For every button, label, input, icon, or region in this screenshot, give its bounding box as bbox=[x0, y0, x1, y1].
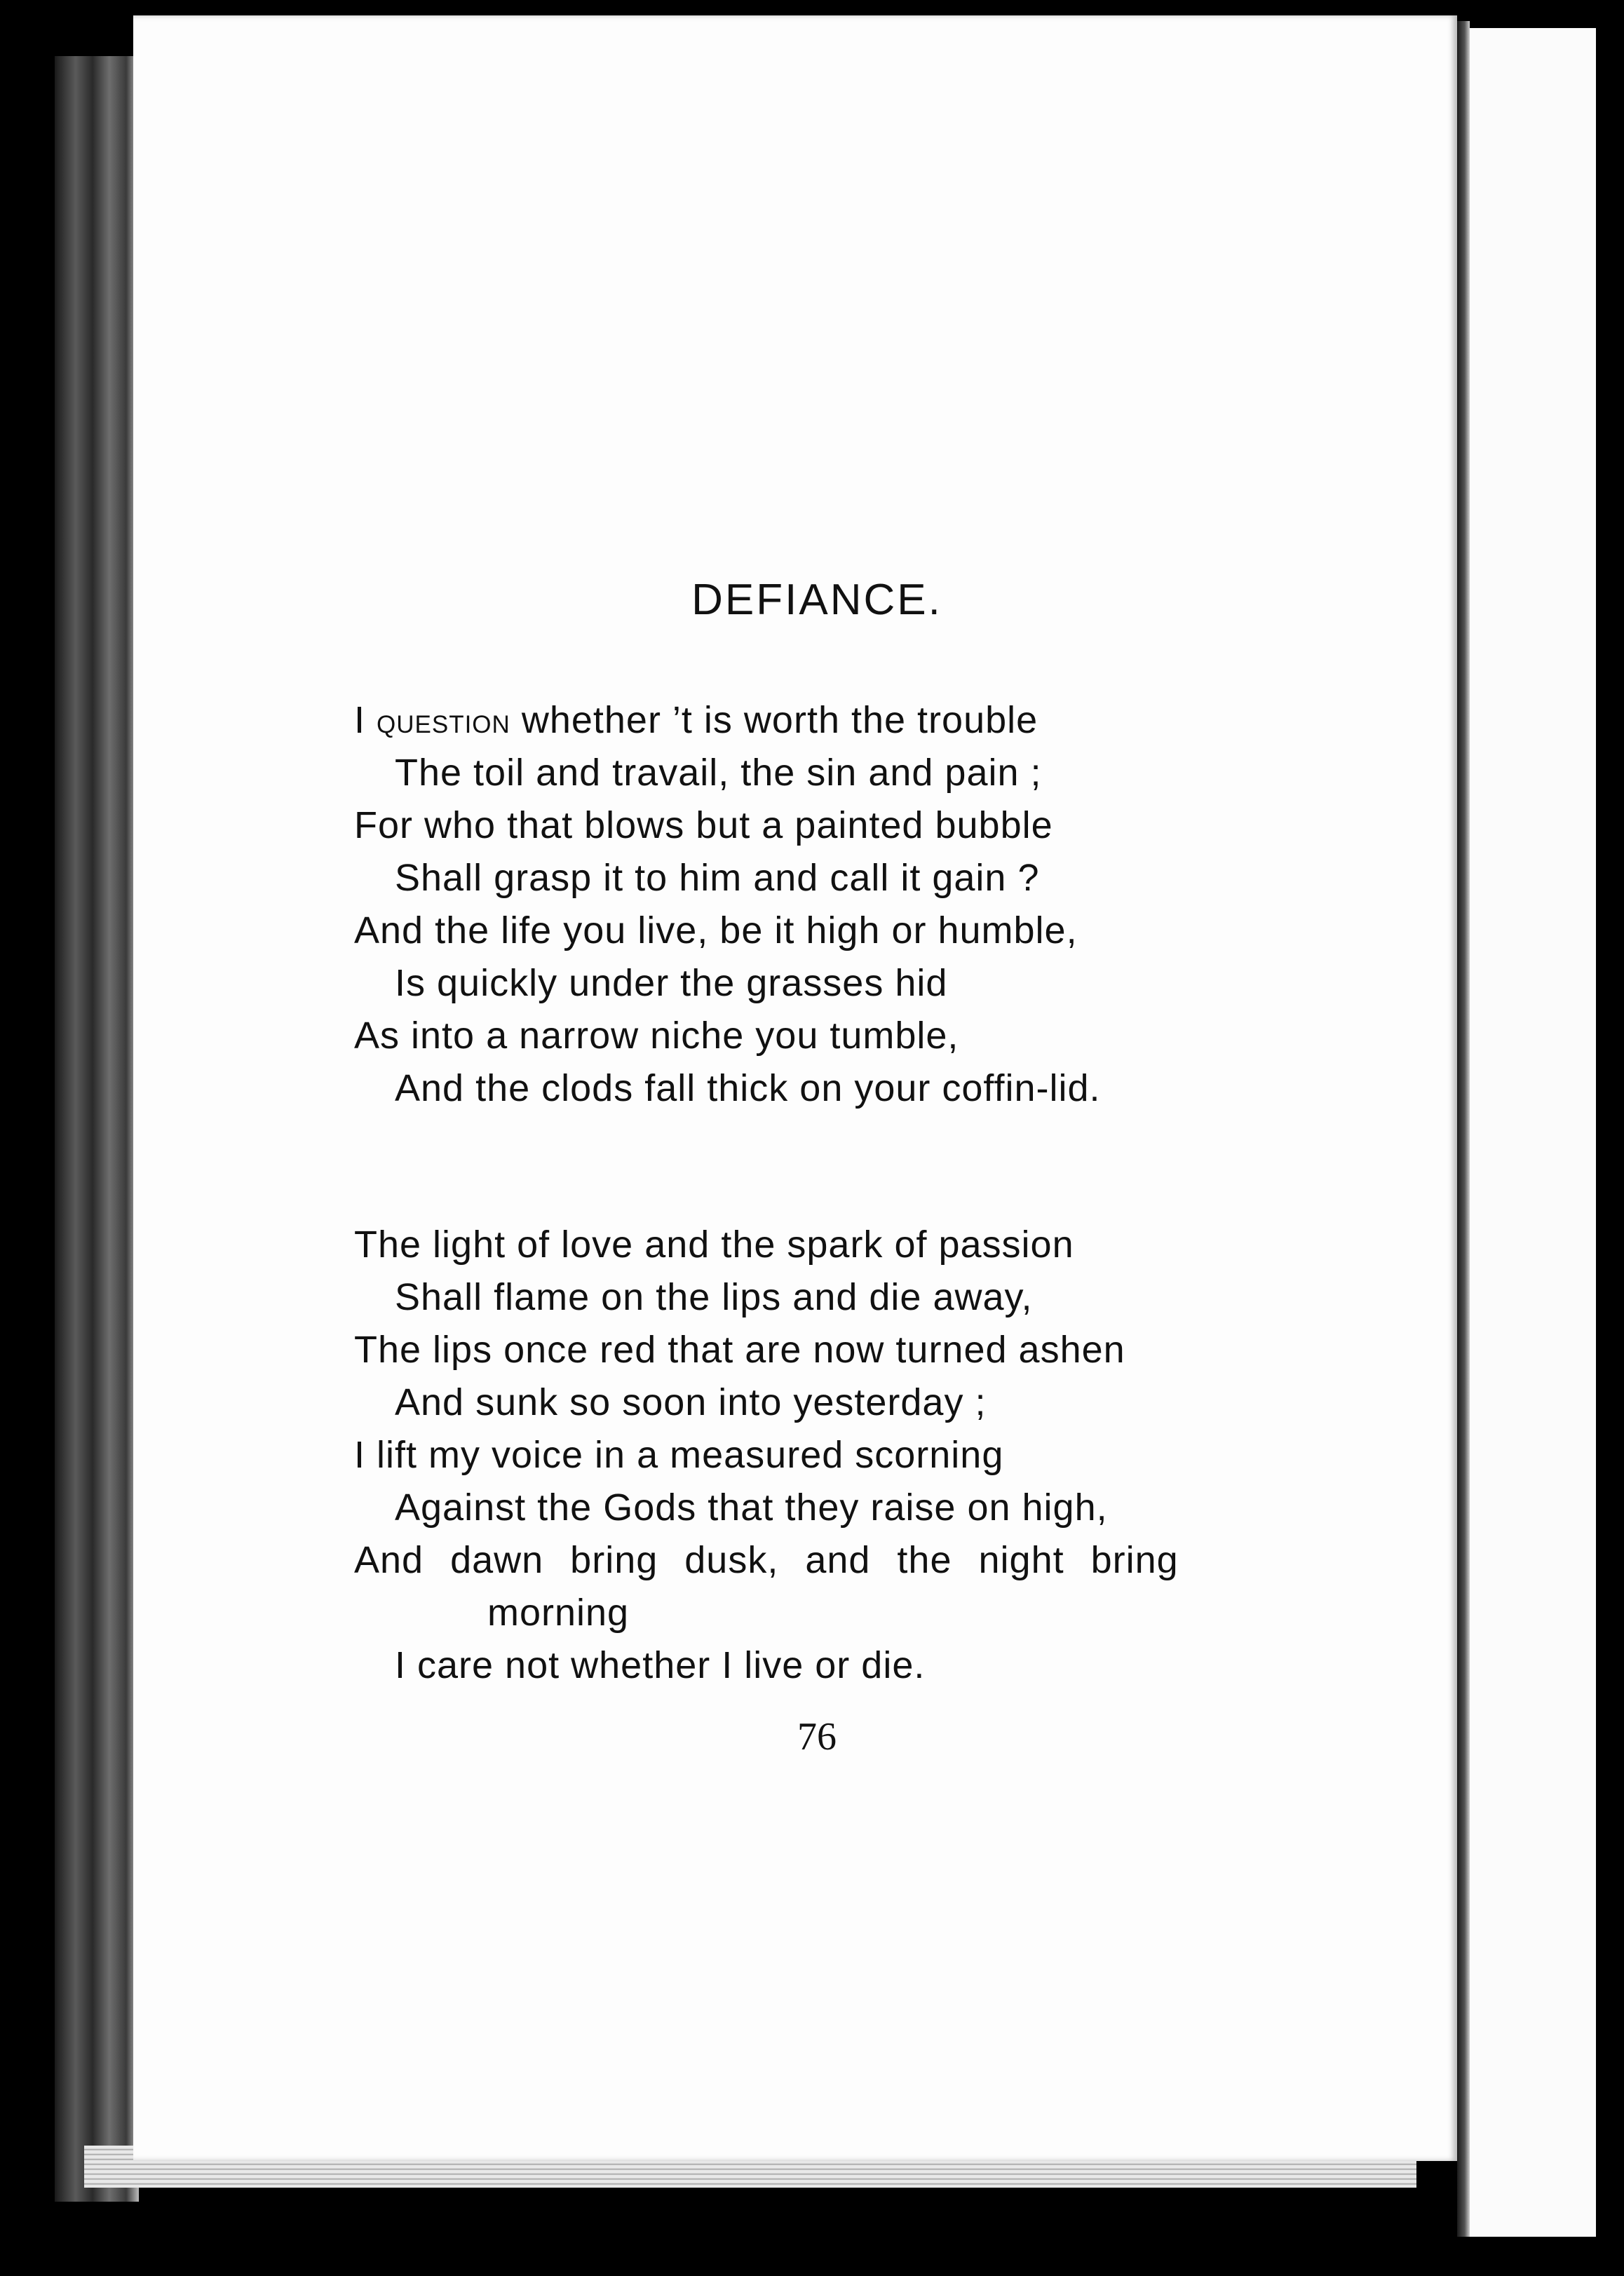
page-number: 76 bbox=[797, 1715, 837, 1759]
poem-line: Shall flame on the lips and die away, bbox=[395, 1276, 1033, 1318]
poem-line-continuation: morning bbox=[487, 1592, 630, 1634]
book-gutter bbox=[1457, 21, 1470, 2237]
poem-line: I lift my voice in a measured scorning bbox=[354, 1434, 1004, 1476]
opening-letter: I bbox=[354, 699, 377, 741]
poem-line: And sunk so soon into yesterday ; bbox=[395, 1381, 987, 1423]
poem-title: DEFIANCE. bbox=[691, 576, 942, 624]
poem-line bbox=[354, 694, 1336, 747]
stanza-2 bbox=[354, 1219, 1336, 1692]
poem-line: The light of love and the spark of passion bbox=[354, 1224, 1074, 1266]
line-text: whether ’t is worth the trouble bbox=[510, 699, 1038, 741]
small-caps-word: question bbox=[377, 701, 510, 740]
poem-line: Shall grasp it to him and call it gain ? bbox=[395, 857, 1040, 899]
poem-line: Against the Gods that they raise on high, bbox=[395, 1486, 1108, 1529]
poem-line: And dawn bring dusk, and the night bring bbox=[354, 1539, 1179, 1581]
poem-line: As into a narrow niche you tumble, bbox=[354, 1015, 959, 1057]
poem-line: I care not whether I live or die. bbox=[395, 1644, 926, 1686]
stanza-1 bbox=[354, 694, 1336, 1115]
facing-page bbox=[1470, 28, 1596, 2237]
poem-line: For who that blows but a painted bubble bbox=[354, 804, 1053, 846]
poem-line: The toil and travail, the sin and pain ; bbox=[395, 752, 1042, 794]
book-binding-edge bbox=[55, 56, 139, 2202]
poem-line: Is quickly under the grasses hid bbox=[395, 962, 948, 1004]
poem-line: And the clods fall thick on your coffin-lid. bbox=[395, 1067, 1101, 1109]
poem-line: The lips once red that are now turned ashen bbox=[354, 1329, 1125, 1371]
poem-line: And the life you live, be it high or humble, bbox=[354, 909, 1078, 951]
